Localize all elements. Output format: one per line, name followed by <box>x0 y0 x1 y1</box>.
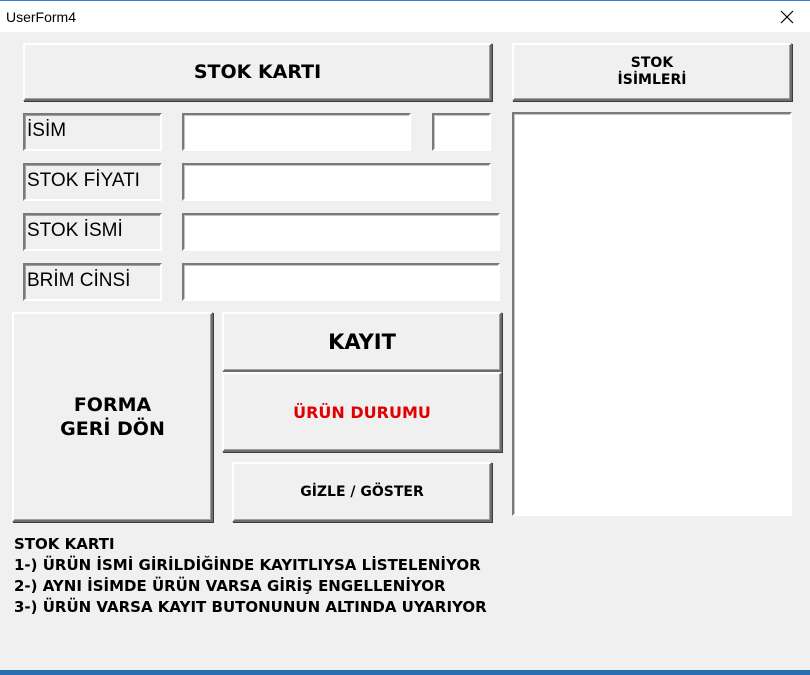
hide-show-button[interactable]: GİZLE / GÖSTER <box>232 462 492 522</box>
stock-names-listbox[interactable] <box>512 112 792 516</box>
close-icon <box>780 10 794 24</box>
stock-name-label: STOK İSMİ <box>23 213 162 251</box>
back-to-form-button[interactable]: FORMA GERİ DÖN <box>12 312 213 522</box>
save-button[interactable]: KAYIT <box>222 312 502 372</box>
stock-price-input[interactable] <box>182 163 491 201</box>
name-label: İSİM <box>23 113 162 151</box>
stock-card-button[interactable]: STOK KARTI <box>23 43 492 101</box>
close-button[interactable] <box>764 1 810 33</box>
unit-type-input[interactable] <box>182 263 500 301</box>
notes-line-3: 3-) ÜRÜN VARSA KAYIT BUTONUNUN ALTINDA UYARIYOR <box>14 598 487 616</box>
notes-block <box>14 534 574 618</box>
name-input[interactable] <box>182 113 411 151</box>
product-status-button[interactable]: ÜRÜN DURUMU <box>222 372 502 452</box>
window-title: UserForm4 <box>6 9 77 25</box>
stock-name-input[interactable] <box>182 213 500 251</box>
notes-line-2: 2-) AYNI İSİMDE ÜRÜN VARSA GİRİŞ ENGELLENİYOR <box>14 577 446 595</box>
notes-title: STOK KARTI <box>14 535 115 553</box>
title-bar <box>0 0 810 33</box>
name-extra-input[interactable] <box>432 113 491 151</box>
stock-names-button[interactable]: STOK İSİMLERİ <box>512 43 792 101</box>
stock-price-label: STOK FİYATI <box>23 163 162 201</box>
unit-type-label: BRİM CİNSİ <box>23 263 162 301</box>
window-bottom-border <box>0 670 810 675</box>
notes-line-1: 1-) ÜRÜN İSMİ GİRİLDİĞİNDE KAYITLIYSA LİSTELENİYOR <box>14 556 481 574</box>
